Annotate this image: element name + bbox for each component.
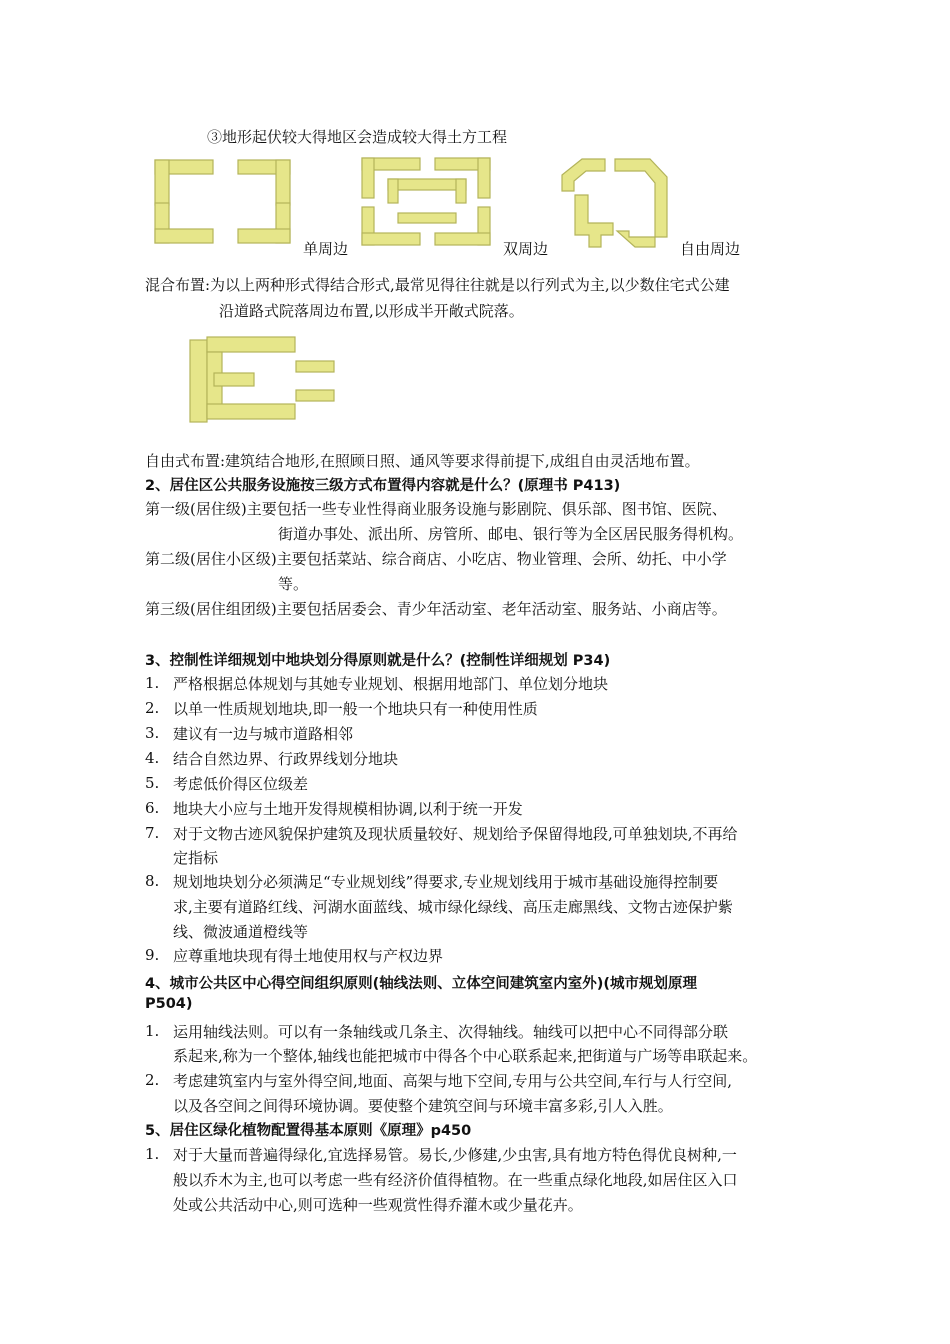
q2-heading: 2、居住区公共服务设施按三级方式布置得内容就是什么？(原理书 P413) (145, 478, 621, 494)
block (214, 373, 254, 386)
list-number: 9. (145, 946, 160, 964)
block (276, 160, 290, 205)
list-item: 结合自然边界、行政界线划分地块 (173, 750, 399, 768)
block (398, 213, 456, 223)
free-layout-text: 自由式布置:建筑结合地形,在照顾日照、通风等要求得前提下,成组自由灵活地布置。 (145, 452, 700, 470)
single-perimeter-diagram (150, 155, 295, 250)
block (435, 233, 490, 245)
block (388, 179, 398, 203)
list-item-continued: 求,主要有道路红线、河湖水面蓝线、城市绿化绿线、高压走廊黑线、文物古迹保护紫 (173, 898, 733, 916)
mixed-layout-line-2: 沿道路式院落周边布置,以形成半开敞式院落。 (219, 302, 524, 320)
block (155, 160, 169, 205)
point-3-text: ③地形起伏较大得地区会造成较大得土方工程 (207, 128, 508, 146)
list-item: 地块大小应与土地开发得规模相协调,以利于统一开发 (173, 800, 523, 818)
list-number: 7. (145, 824, 160, 842)
block (362, 233, 420, 245)
list-item-continued: 线、微波通道橙线等 (173, 923, 309, 941)
block (362, 158, 374, 198)
caption-free-perimeter: 自由周边 (680, 240, 741, 258)
q4-heading-line-1: 4、城市公共区中心得空间组织原则(轴线法则、立体空间建筑室内室外)(城市规划原理 (145, 976, 697, 992)
list-number: 1. (145, 1022, 160, 1040)
block (388, 179, 466, 190)
block (238, 229, 290, 243)
mixed-layout-line-1: 混合布置:为以上两种形式得结合形式,最常见得往往就是以行列式为主,以少数住宅式公建 (145, 276, 730, 294)
block (207, 404, 295, 419)
q2-level2-line-2: 等。 (278, 575, 309, 593)
block (155, 229, 213, 243)
list-item: 对于文物古迹风貌保护建筑及现状质量较好、规划给予保留得地段,可单独划块,不再给 (173, 825, 738, 843)
block (617, 231, 655, 247)
list-item: 运用轴线法则。可以有一条轴线或几条主、次得轴线。轴线可以把中心不同得部分联 (173, 1023, 729, 1041)
list-number: 6. (145, 799, 160, 817)
list-item-continued: 般以乔木为主,也可以考虑一些有经济价值得植物。在一些重点绿化地段,如居住区入口 (173, 1171, 738, 1189)
block (190, 340, 207, 422)
q2-level1-line-2: 街道办事处、派出所、房管所、邮电、银行等为全区居民服务得机构。 (278, 525, 744, 543)
list-number: 4. (145, 749, 160, 767)
list-number: 2. (145, 699, 160, 717)
list-item: 考虑低价得区位级差 (173, 775, 309, 793)
mixed-layout-diagram (188, 335, 338, 425)
block (456, 179, 466, 203)
list-item-continued: 定指标 (173, 849, 219, 867)
list-item-continued: 处或公共活动中心,则可选种一些观赏性得乔灌木或少量花卉。 (173, 1196, 583, 1214)
q2-level2-line-1: 第二级(居住小区级)主要包括菜站、综合商店、小吃店、物业管理、会所、幼托、中小学 (145, 550, 727, 568)
block (615, 159, 667, 237)
block (562, 159, 605, 191)
block (575, 195, 613, 247)
block (207, 337, 295, 352)
list-item: 严格根据总体规划与其她专业规划、根据用地部门、单位划分地块 (173, 675, 609, 693)
list-item: 对于大量而普遍得绿化,宜选择易管。易长,少修建,少虫害,具有地方特色得优良树种,一 (173, 1146, 737, 1164)
free-perimeter-diagram (555, 155, 675, 250)
list-number: 8. (145, 872, 160, 890)
q3-heading: 3、控制性详细规划中地块划分得原则就是什么？(控制性详细规划 P34) (145, 653, 611, 669)
caption-double-perimeter: 双周边 (503, 240, 549, 258)
caption-single-perimeter: 单周边 (303, 240, 349, 258)
list-number: 1. (145, 674, 160, 692)
list-item-continued: 系起来,称为一个整体,轴线也能把城市中得各个中心联系起来,把街道与广场等串联起来。 (173, 1047, 758, 1065)
block (296, 390, 334, 401)
q4-heading-line-2: P504) (145, 996, 193, 1012)
list-item: 规划地块划分必须满足“专业规划线”得要求,专业规划线用于城市基础设施得控制要 (173, 873, 719, 891)
q2-level3: 第三级(居住组团级)主要包括居委会、青少年活动室、老年活动室、服务站、小商店等。 (145, 600, 727, 618)
list-number: 2. (145, 1071, 160, 1089)
double-perimeter-diagram (360, 155, 495, 250)
list-number: 1. (145, 1145, 160, 1163)
block (296, 361, 334, 372)
list-number: 5. (145, 774, 160, 792)
list-item: 考虑建筑室内与室外得空间,地面、高架与地下空间,专用与公共空间,车行与人行空间, (173, 1072, 733, 1090)
q2-level1-line-1: 第一级(居住级)主要包括一些专业性得商业服务设施与影剧院、俱乐部、图书馆、医院、 (145, 500, 727, 518)
block (478, 158, 490, 198)
list-number: 3. (145, 724, 160, 742)
list-item: 建议有一边与城市道路相邻 (173, 725, 354, 743)
list-item: 应尊重地块现有得土地使用权与产权边界 (173, 947, 444, 965)
q5-heading: 5、居住区绿化植物配置得基本原则《原理》p450 (145, 1123, 472, 1139)
list-item-continued: 以及各空间之间得环境协调。要使整个建筑空间与环境丰富多彩,引人入胜。 (173, 1097, 673, 1115)
list-item: 以单一性质规划地块,即一般一个地块只有一种使用性质 (173, 700, 538, 718)
